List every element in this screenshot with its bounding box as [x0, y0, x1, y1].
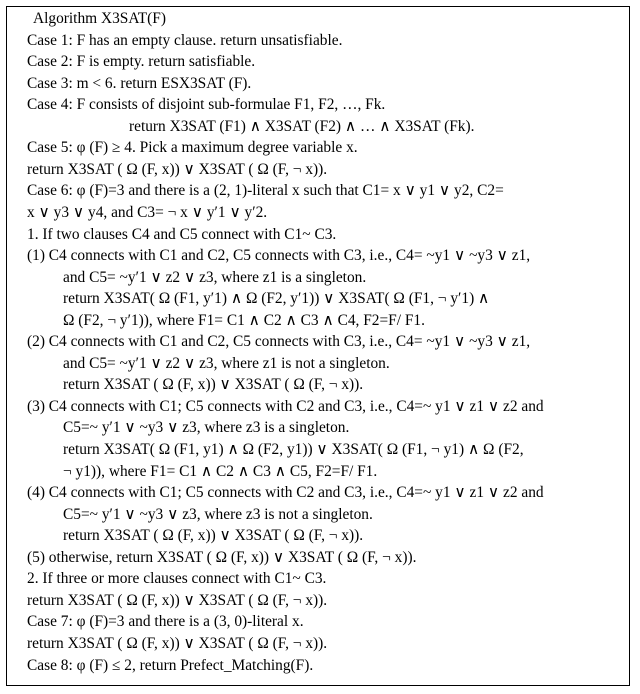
algorithm-line: and C5= ~y′1 ∨ z2 ∨ z3, where z1 is a singleton.: [63, 268, 367, 286]
algorithm-title: Algorithm X3SAT(F): [33, 10, 166, 27]
algorithm-line: and C5= ~y′1 ∨ z2 ∨ z3, where z1 is not a singleton.: [63, 354, 390, 372]
algorithm-line: C5=~ y′1 ∨ ~y3 ∨ z3, where z3 is a singleton.: [63, 419, 350, 437]
algorithm-box: [6, 6, 630, 686]
algorithm-line: 2. If three or more clauses connect with C1~ C3.: [27, 570, 327, 588]
algorithm-line: Case 5: φ (F) ≥ 4. Pick a maximum degree variable x.: [27, 139, 358, 157]
algorithm-line: (1) C4 connects with C1 and C2, C5 connects with C3, i.e., C4= ~y1 ∨ ~y3 ∨ z1,: [27, 247, 531, 265]
algorithm-line: ¬ y1)), where F1= C1 ∧ C2 ∧ C3 ∧ C5, F2=F/ F1.: [63, 462, 378, 480]
algorithm-line: (3) C4 connects with C1; C5 connects with C2 and C3, i.e., C4=~ y1 ∨ z1 ∨ z2 and: [27, 397, 544, 415]
algorithm-line: Case 3: m < 6. return ESX3SAT (F).: [27, 74, 252, 92]
algorithm-line: return X3SAT ( Ω (F, x)) ∨ X3SAT ( Ω (F, ¬ x)).: [27, 634, 328, 652]
algorithm-line: Case 2: F is empty. return satisfiable.: [27, 53, 256, 71]
algorithm-line: return X3SAT ( Ω (F, x)) ∨ X3SAT ( Ω (F, ¬ x)).: [27, 160, 328, 178]
algorithm-line: return X3SAT( Ω (F1, y′1) ∧ Ω (F2, y′1)) ∨ X3SAT( Ω (F1, ¬ y′1) ∧: [63, 290, 490, 308]
algorithm-line: x ∨ y3 ∨ y4, and C3= ¬ x ∨ y′1 ∨ y′2.: [27, 203, 268, 221]
algorithm-line: Ω (F2, ¬ y′1)), where F1= C1 ∧ C2 ∧ C3 ∧ C4, F2=F/ F1.: [63, 311, 425, 329]
algorithm-line: return X3SAT ( Ω (F, x)) ∨ X3SAT ( Ω (F, ¬ x)).: [63, 527, 364, 545]
algorithm-line: (2) C4 connects with C1 and C2, C5 connects with C3, i.e., C4= ~y1 ∨ ~y3 ∨ z1,: [27, 333, 531, 351]
algorithm-line: return X3SAT( Ω (F1, y1) ∧ Ω (F2, y1)) ∨ X3SAT( Ω (F1, ¬ y1) ∧ Ω (F2,: [63, 441, 524, 458]
algorithm-line: Case 7: φ (F)=3 and there is a (3, 0)-literal x.: [27, 613, 304, 631]
algorithm-line: (4) C4 connects with C1; C5 connects with C2 and C3, i.e., C4=~ y1 ∨ z1 ∨ z2 and: [27, 484, 544, 502]
algorithm-line: return X3SAT ( Ω (F, x)) ∨ X3SAT ( Ω (F, ¬ x)).: [27, 591, 328, 609]
algorithm-line: Case 6: φ (F)=3 and there is a (2, 1)-literal x such that C1= x ∨ y1 ∨ y2, C2=: [27, 182, 504, 200]
algorithm-line: C5=~ y′1 ∨ ~y3 ∨ z3, where z3 is not a singleton.: [63, 505, 373, 523]
algorithm-line: Case 1: F has an empty clause. return unsatisfiable.: [27, 31, 343, 49]
algorithm-line: Case 4: F consists of disjoint sub-formulae F1, F2, …, Fk.: [27, 96, 386, 114]
algorithm-line: (5) otherwise, return X3SAT ( Ω (F, x)) ∨ X3SAT ( Ω (F, ¬ x)).: [27, 548, 417, 566]
algorithm-line: 1. If two clauses C4 and C5 connect with C1~ C3.: [27, 225, 337, 243]
algorithm-line: return X3SAT (F1) ∧ X3SAT (F2) ∧ … ∧ X3SAT (Fk).: [129, 117, 475, 135]
algorithm-line: Case 8: φ (F) ≤ 2, return Prefect_Matching(F).: [27, 656, 314, 674]
algorithm-line: return X3SAT ( Ω (F, x)) ∨ X3SAT ( Ω (F, ¬ x)).: [63, 376, 364, 394]
